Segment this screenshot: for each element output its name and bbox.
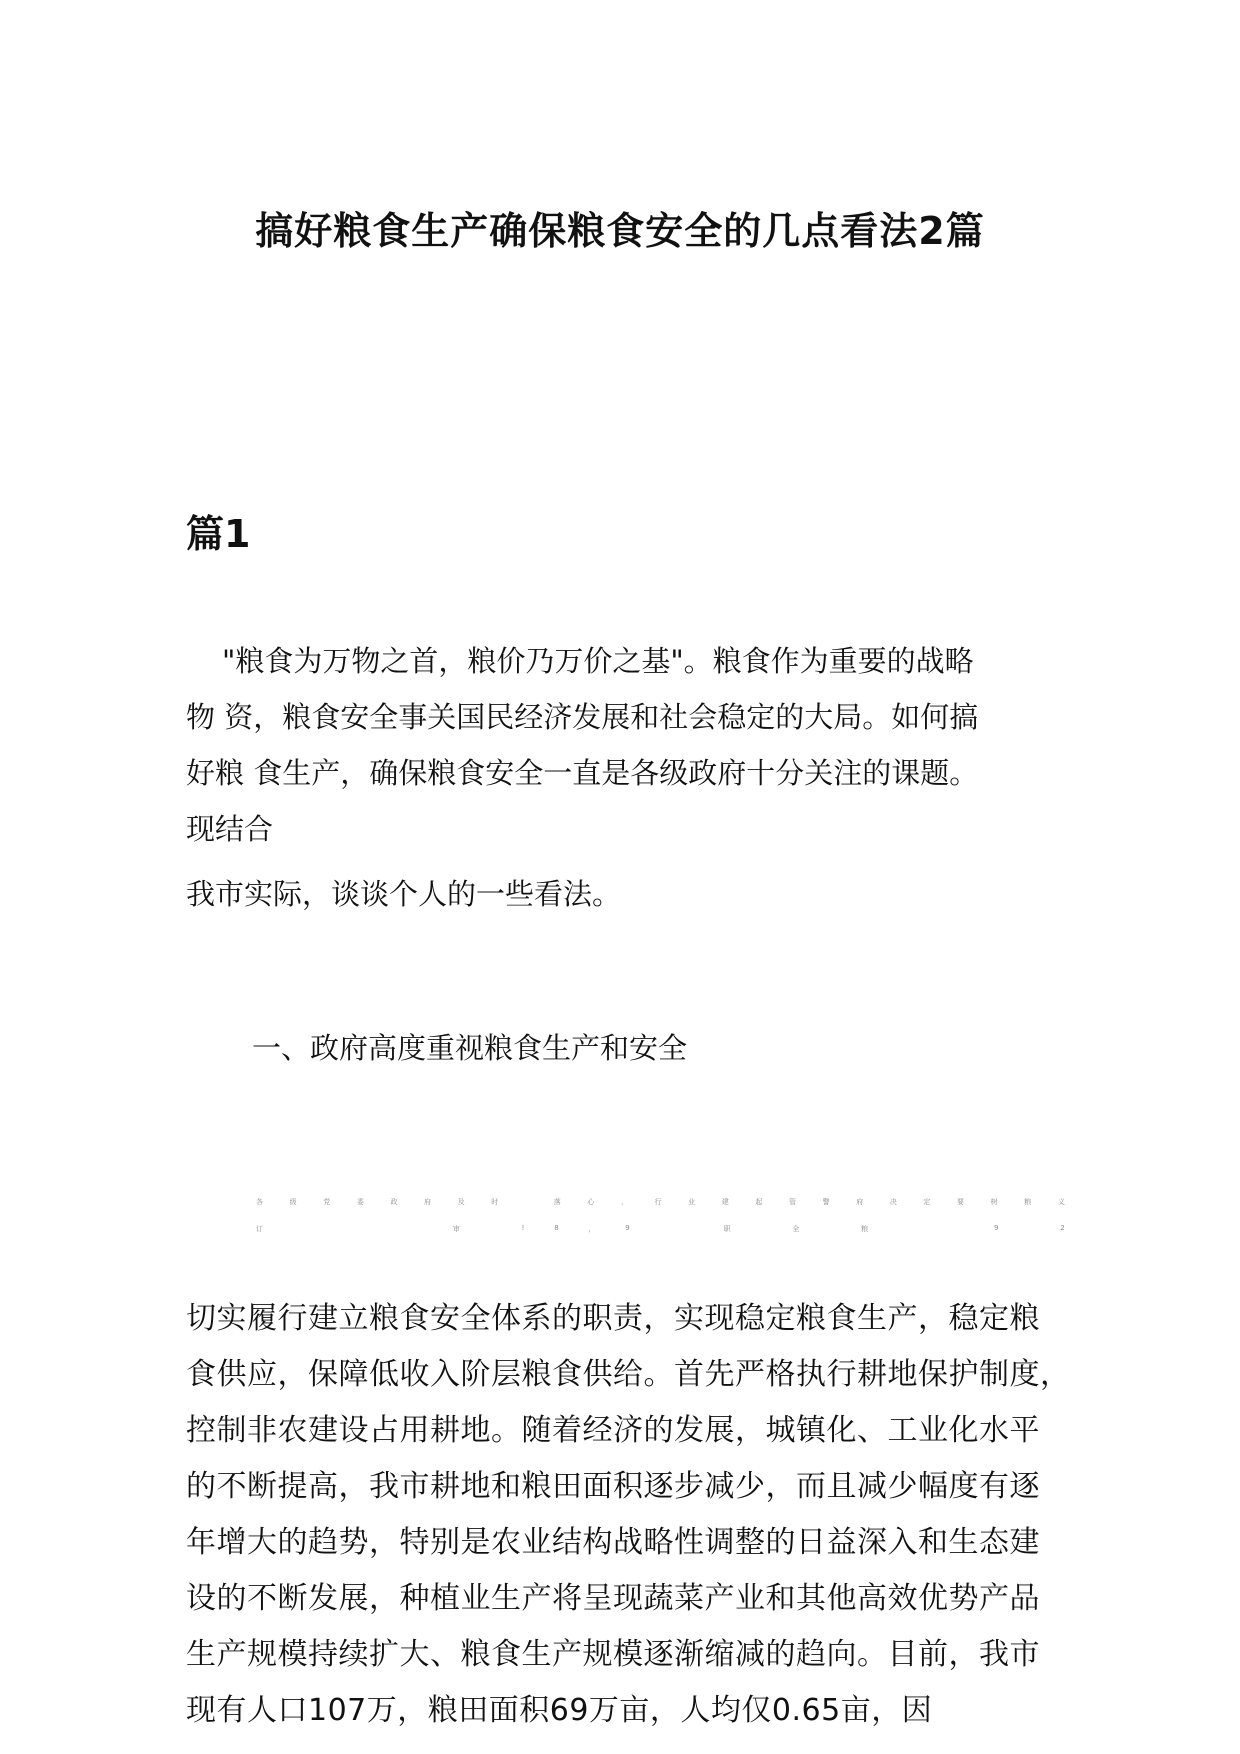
faint-char: 树 (990, 1198, 999, 1206)
faint-char: 落 (553, 1198, 562, 1206)
faint-char (325, 1224, 328, 1234)
body-line-3: 控制非农建设占用耕地。随着经济的发展，城镇化、工业化水平 (186, 1413, 1040, 1448)
faint-char: 各 (256, 1198, 264, 1206)
body-line-5: 年增大的趋势，特别是农业结构战略性调整的日益深入和生态建 (186, 1525, 1040, 1560)
faint-char: ! (521, 1224, 526, 1232)
faint-char: 建 (721, 1198, 730, 1206)
faint-char: ， (588, 1225, 597, 1233)
section-heading: 篇1 (186, 512, 251, 556)
subheading-1: 一、政府高度重视粮食生产和安全 (252, 1031, 688, 1065)
faint-text-row-1 (256, 1197, 1066, 1207)
intro-line-4: 现结合 (186, 812, 274, 846)
intro-line-1: "粮食为万物之首，粮价乃万价之基"。粮食作为重要的战略 (222, 644, 974, 678)
body-paragraph (186, 1291, 1071, 1739)
faint-char: 职 (723, 1225, 732, 1233)
intro-continuation: 我市实际，谈谈个人的一些看法。 (186, 877, 622, 911)
faint-char: 业 (688, 1198, 697, 1206)
faint-char: 管 (788, 1198, 797, 1206)
faint-char: 时 (491, 1198, 500, 1206)
body-line-4: 的不断提高，我市耕地和粮田面积逐步减少，而且减少幅度有逐 (186, 1469, 1040, 1504)
faint-char: ， (620, 1198, 629, 1206)
faint-char: 9 (993, 1224, 1000, 1232)
body-line-6: 设的不断发展，种植业生产将呈现蔬菜产业和其他高效优势产品 (186, 1581, 1040, 1616)
body-line-7: 生产规模持续扩大、粮食生产规模逐渐缩减的趋向。目前，我市 (186, 1637, 1040, 1672)
faint-char (962, 1224, 965, 1234)
faint-char: 起 (755, 1198, 764, 1206)
intro-paragraph (186, 633, 1066, 857)
faint-char: 粮 (1024, 1198, 1033, 1206)
faint-char (490, 1224, 493, 1234)
faint-char: 行 (654, 1198, 663, 1206)
faint-char: 府 (856, 1198, 865, 1206)
faint-char: 义 (1057, 1198, 1066, 1206)
faint-char (293, 1224, 296, 1234)
body-line-1: 切实履行建立粮食安全体系的职责，实现稳定粮食生产，稳定粮 (186, 1301, 1040, 1336)
faint-char: 府 (424, 1198, 433, 1206)
faint-char: 委 (356, 1198, 365, 1206)
faint-char: 8 (554, 1224, 560, 1232)
faint-char (660, 1224, 663, 1234)
faint-char (692, 1224, 695, 1234)
faint-char (898, 1224, 901, 1234)
faint-char (525, 1197, 528, 1207)
faint-char (760, 1224, 763, 1234)
faint-char: 定 (923, 1198, 932, 1206)
faint-char: 警 (822, 1198, 831, 1206)
faint-char: 要 (957, 1198, 966, 1206)
faint-char: 审 (452, 1225, 461, 1233)
faint-char: 9 (625, 1224, 631, 1232)
faint-char (421, 1224, 424, 1234)
faint-char: 全 (792, 1225, 801, 1233)
faint-char: 级 (289, 1198, 298, 1206)
intro-line-3: 好粮 食生产，确保粮食安全一直是各级政府十分关注的课题。 (186, 756, 979, 790)
faint-char: 决 (889, 1198, 898, 1206)
faint-char (357, 1224, 360, 1234)
faint-char: 及 (457, 1198, 466, 1206)
faint-char: 2 (1060, 1224, 1066, 1232)
body-line-2: 食供应，保障低收入阶层粮食供给。首先严格执行耕地保护制度， (186, 1357, 1071, 1392)
faint-char: 党 (323, 1198, 332, 1206)
faint-char: 心 (587, 1198, 596, 1206)
faint-char (1028, 1224, 1031, 1234)
faint-text-row-2 (256, 1224, 1066, 1234)
faint-char: 政 (390, 1198, 399, 1206)
faint-char (829, 1224, 832, 1234)
faint-char: 粮 (861, 1225, 870, 1233)
faint-char (930, 1224, 933, 1234)
faint-char: 订 (256, 1225, 264, 1233)
body-line-8: 现有人口107万，粮田面积69万亩，人均仅0.65亩，因 (186, 1693, 933, 1728)
document-title: 搞好粮食生产确保粮食安全的几点看法2篇 (255, 209, 985, 253)
faint-char (389, 1224, 392, 1234)
intro-line-2: 物 资，粮食安全事关国民经济发展和社会稳定的大局。如何搞 (186, 700, 979, 734)
